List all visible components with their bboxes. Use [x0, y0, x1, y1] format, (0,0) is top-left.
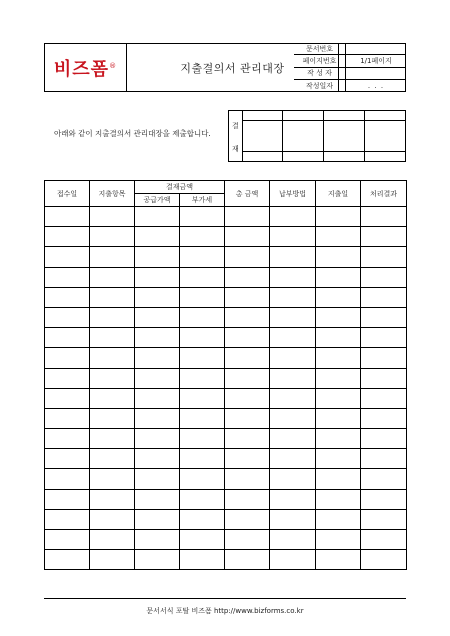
- meta-value[interactable]: [346, 43, 406, 54]
- table-cell[interactable]: [45, 267, 90, 287]
- table-cell[interactable]: [361, 267, 407, 287]
- table-cell[interactable]: [361, 227, 407, 247]
- table-cell[interactable]: [225, 489, 270, 509]
- table-cell[interactable]: [45, 429, 90, 449]
- meta-row-doc-number: [294, 43, 406, 55]
- table-cell[interactable]: [225, 267, 270, 287]
- table-cell[interactable]: [361, 489, 407, 509]
- table-row: [45, 267, 407, 287]
- table-cell[interactable]: [316, 368, 361, 388]
- table-cell[interactable]: [180, 227, 225, 247]
- table-row: [45, 489, 407, 509]
- table-cell[interactable]: [90, 287, 135, 307]
- table-cell[interactable]: [361, 550, 407, 570]
- header-payment-method: 납부방법: [270, 181, 316, 207]
- table-cell[interactable]: [316, 247, 361, 267]
- table-cell[interactable]: [225, 388, 270, 408]
- table-cell[interactable]: [90, 489, 135, 509]
- table-cell[interactable]: [90, 368, 135, 388]
- table-cell[interactable]: [316, 348, 361, 368]
- table-cell[interactable]: [45, 227, 90, 247]
- table-cell[interactable]: [361, 429, 407, 449]
- table-cell[interactable]: [180, 348, 225, 368]
- table-cell[interactable]: [90, 247, 135, 267]
- table-cell[interactable]: [316, 530, 361, 550]
- table-cell[interactable]: [316, 227, 361, 247]
- table-cell[interactable]: [90, 408, 135, 428]
- table-cell[interactable]: [135, 530, 180, 550]
- table-cell[interactable]: [316, 267, 361, 287]
- header-payment-amount: 결재금액: [135, 181, 225, 194]
- meta-label: 작성일자: [294, 80, 346, 92]
- approval-slot[interactable]: [283, 111, 324, 161]
- header-vat: 부가세: [180, 194, 225, 207]
- meta-label: 페이지번호: [294, 55, 346, 66]
- header-result: 처리결과: [361, 181, 407, 207]
- table-cell[interactable]: [225, 207, 270, 227]
- table-cell[interactable]: [45, 530, 90, 550]
- table-row: [45, 207, 407, 227]
- intro-text: 아래와 같이 지출결의서 관리대장을 제출합니다.: [54, 129, 211, 138]
- approval-label: 결 재: [229, 111, 243, 161]
- table-cell[interactable]: [361, 469, 407, 489]
- table-cell[interactable]: [361, 509, 407, 529]
- table-row: [45, 388, 407, 408]
- document-meta: [294, 43, 406, 92]
- table-cell[interactable]: [270, 489, 316, 509]
- table-cell[interactable]: [135, 348, 180, 368]
- table-cell[interactable]: [180, 509, 225, 529]
- table-cell[interactable]: [270, 247, 316, 267]
- table-cell[interactable]: [180, 469, 225, 489]
- table-row: [45, 287, 407, 307]
- table-cell[interactable]: [180, 307, 225, 327]
- table-cell[interactable]: [225, 368, 270, 388]
- table-row: [45, 247, 407, 267]
- table-cell[interactable]: [270, 307, 316, 327]
- table-cell[interactable]: [316, 307, 361, 327]
- table-cell[interactable]: [225, 509, 270, 529]
- table-row: [45, 328, 407, 348]
- table-cell[interactable]: [270, 368, 316, 388]
- table-cell[interactable]: [180, 550, 225, 570]
- table-cell[interactable]: [180, 287, 225, 307]
- table-cell[interactable]: [135, 368, 180, 388]
- table-cell[interactable]: [45, 207, 90, 227]
- table-cell[interactable]: [316, 408, 361, 428]
- table-cell[interactable]: [316, 287, 361, 307]
- table-cell[interactable]: [316, 449, 361, 469]
- table-cell[interactable]: [45, 328, 90, 348]
- table-cell[interactable]: [180, 530, 225, 550]
- table-cell[interactable]: [45, 368, 90, 388]
- table-cell[interactable]: [225, 530, 270, 550]
- table-cell[interactable]: [316, 429, 361, 449]
- table-cell[interactable]: [270, 509, 316, 529]
- table-cell[interactable]: [135, 408, 180, 428]
- table-cell[interactable]: [135, 449, 180, 469]
- table-cell[interactable]: [361, 530, 407, 550]
- table-cell[interactable]: [135, 328, 180, 348]
- table-cell[interactable]: [270, 388, 316, 408]
- table-cell[interactable]: [180, 408, 225, 428]
- table-cell[interactable]: [316, 550, 361, 570]
- table-cell[interactable]: [316, 388, 361, 408]
- table-cell[interactable]: [90, 388, 135, 408]
- table-cell[interactable]: [270, 550, 316, 570]
- table-cell[interactable]: [45, 287, 90, 307]
- table-row: [45, 449, 407, 469]
- meta-row-date: [294, 80, 406, 92]
- table-cell[interactable]: [361, 247, 407, 267]
- table-cell[interactable]: [361, 287, 407, 307]
- approval-slot[interactable]: [365, 111, 406, 161]
- table-cell[interactable]: [316, 207, 361, 227]
- table-row: [45, 429, 407, 449]
- approval-slot[interactable]: [324, 111, 365, 161]
- header-receipt-date: 접수일: [45, 181, 90, 207]
- bizforms-logo: 비즈폼®: [53, 58, 118, 80]
- table-cell[interactable]: [135, 469, 180, 489]
- table-row: [45, 348, 407, 368]
- table-cell[interactable]: [135, 509, 180, 529]
- table-cell[interactable]: [270, 449, 316, 469]
- table-row: [45, 227, 407, 247]
- table-cell[interactable]: [361, 368, 407, 388]
- table-cell[interactable]: [225, 408, 270, 428]
- meta-value[interactable]: [346, 68, 406, 79]
- table-cell[interactable]: [225, 227, 270, 247]
- table-row: [45, 469, 407, 489]
- table-cell[interactable]: [316, 489, 361, 509]
- table-cell[interactable]: [135, 388, 180, 408]
- table-cell[interactable]: [225, 429, 270, 449]
- table-cell[interactable]: [45, 388, 90, 408]
- table-cell[interactable]: [225, 287, 270, 307]
- table-row: [45, 307, 407, 327]
- table-cell[interactable]: [45, 307, 90, 327]
- table-cell[interactable]: [135, 247, 180, 267]
- table-cell[interactable]: [135, 267, 180, 287]
- table-cell[interactable]: [135, 429, 180, 449]
- table-cell[interactable]: [270, 287, 316, 307]
- table-cell[interactable]: [270, 469, 316, 489]
- table-cell[interactable]: [45, 489, 90, 509]
- table-cell[interactable]: [135, 489, 180, 509]
- table-cell[interactable]: [270, 328, 316, 348]
- table-cell[interactable]: [180, 328, 225, 348]
- table-cell[interactable]: [225, 348, 270, 368]
- table-cell[interactable]: [135, 550, 180, 570]
- table-cell[interactable]: [90, 307, 135, 327]
- meta-row-page-number: [294, 55, 406, 67]
- table-cell[interactable]: [90, 509, 135, 529]
- footer-text: 문서서식 포탈 비즈폼 http://www.bizforms.co.kr: [146, 607, 304, 615]
- table-cell[interactable]: [270, 348, 316, 368]
- table-cell[interactable]: [180, 267, 225, 287]
- table-cell[interactable]: [180, 449, 225, 469]
- table-cell[interactable]: [90, 469, 135, 489]
- table-cell[interactable]: [361, 449, 407, 469]
- table-cell[interactable]: [135, 227, 180, 247]
- table-cell[interactable]: [361, 328, 407, 348]
- footer-divider: [44, 598, 406, 599]
- table-cell[interactable]: [180, 207, 225, 227]
- table-row: [45, 530, 407, 550]
- table-cell[interactable]: [45, 509, 90, 529]
- table-row: [45, 408, 407, 428]
- table-cell[interactable]: [45, 550, 90, 570]
- table-cell[interactable]: [270, 207, 316, 227]
- ledger-rows: [45, 207, 407, 570]
- meta-row-author: [294, 68, 406, 80]
- meta-value[interactable]: 1/1페이지: [360, 56, 392, 65]
- table-cell[interactable]: [316, 469, 361, 489]
- table-cell[interactable]: [225, 449, 270, 469]
- document-title: 지출결의서 관리대장: [127, 44, 339, 91]
- table-cell[interactable]: [361, 408, 407, 428]
- table-cell[interactable]: [90, 550, 135, 570]
- table-cell[interactable]: [225, 307, 270, 327]
- meta-label: 문서번호: [294, 43, 346, 54]
- table-cell[interactable]: [90, 328, 135, 348]
- header-supply-price: 공급가액: [135, 194, 180, 207]
- table-row: [45, 550, 407, 570]
- approval-slot[interactable]: [243, 111, 283, 161]
- table-cell[interactable]: [45, 247, 90, 267]
- table-cell[interactable]: [316, 509, 361, 529]
- table-cell[interactable]: [361, 307, 407, 327]
- table-cell[interactable]: [316, 328, 361, 348]
- table-cell[interactable]: [270, 267, 316, 287]
- table-cell[interactable]: [90, 207, 135, 227]
- table-cell[interactable]: [225, 328, 270, 348]
- table-cell[interactable]: [90, 429, 135, 449]
- meta-value[interactable]: . . .: [367, 81, 385, 90]
- table-cell[interactable]: [225, 550, 270, 570]
- table-cell[interactable]: [90, 530, 135, 550]
- table-cell[interactable]: [180, 368, 225, 388]
- header-expense-item: 지출항목: [90, 181, 135, 207]
- table-cell[interactable]: [361, 207, 407, 227]
- expense-ledger-table: [44, 180, 407, 570]
- table-cell[interactable]: [225, 469, 270, 489]
- table-cell[interactable]: [135, 307, 180, 327]
- table-cell[interactable]: [45, 408, 90, 428]
- table-cell[interactable]: [180, 247, 225, 267]
- table-row: [45, 509, 407, 529]
- table-row: [45, 368, 407, 388]
- table-cell[interactable]: [45, 449, 90, 469]
- table-cell[interactable]: [45, 469, 90, 489]
- table-cell[interactable]: [361, 388, 407, 408]
- approval-box: [228, 110, 406, 162]
- table-cell[interactable]: [270, 408, 316, 428]
- table-cell[interactable]: [270, 530, 316, 550]
- table-cell[interactable]: [270, 429, 316, 449]
- table-cell[interactable]: [90, 227, 135, 247]
- logo-cell: [45, 44, 127, 91]
- table-cell[interactable]: [270, 227, 316, 247]
- table-cell[interactable]: [135, 207, 180, 227]
- table-cell[interactable]: [180, 489, 225, 509]
- table-cell[interactable]: [90, 267, 135, 287]
- header-expense-date: 지출일: [316, 181, 361, 207]
- table-cell[interactable]: [45, 348, 90, 368]
- table-cell[interactable]: [225, 247, 270, 267]
- meta-label: 작 성 자: [294, 68, 346, 79]
- table-cell[interactable]: [135, 287, 180, 307]
- table-cell[interactable]: [180, 388, 225, 408]
- table-cell[interactable]: [180, 429, 225, 449]
- header-total-amount: 총 금액: [225, 181, 270, 207]
- table-cell[interactable]: [361, 348, 407, 368]
- table-cell[interactable]: [90, 348, 135, 368]
- table-cell[interactable]: [90, 449, 135, 469]
